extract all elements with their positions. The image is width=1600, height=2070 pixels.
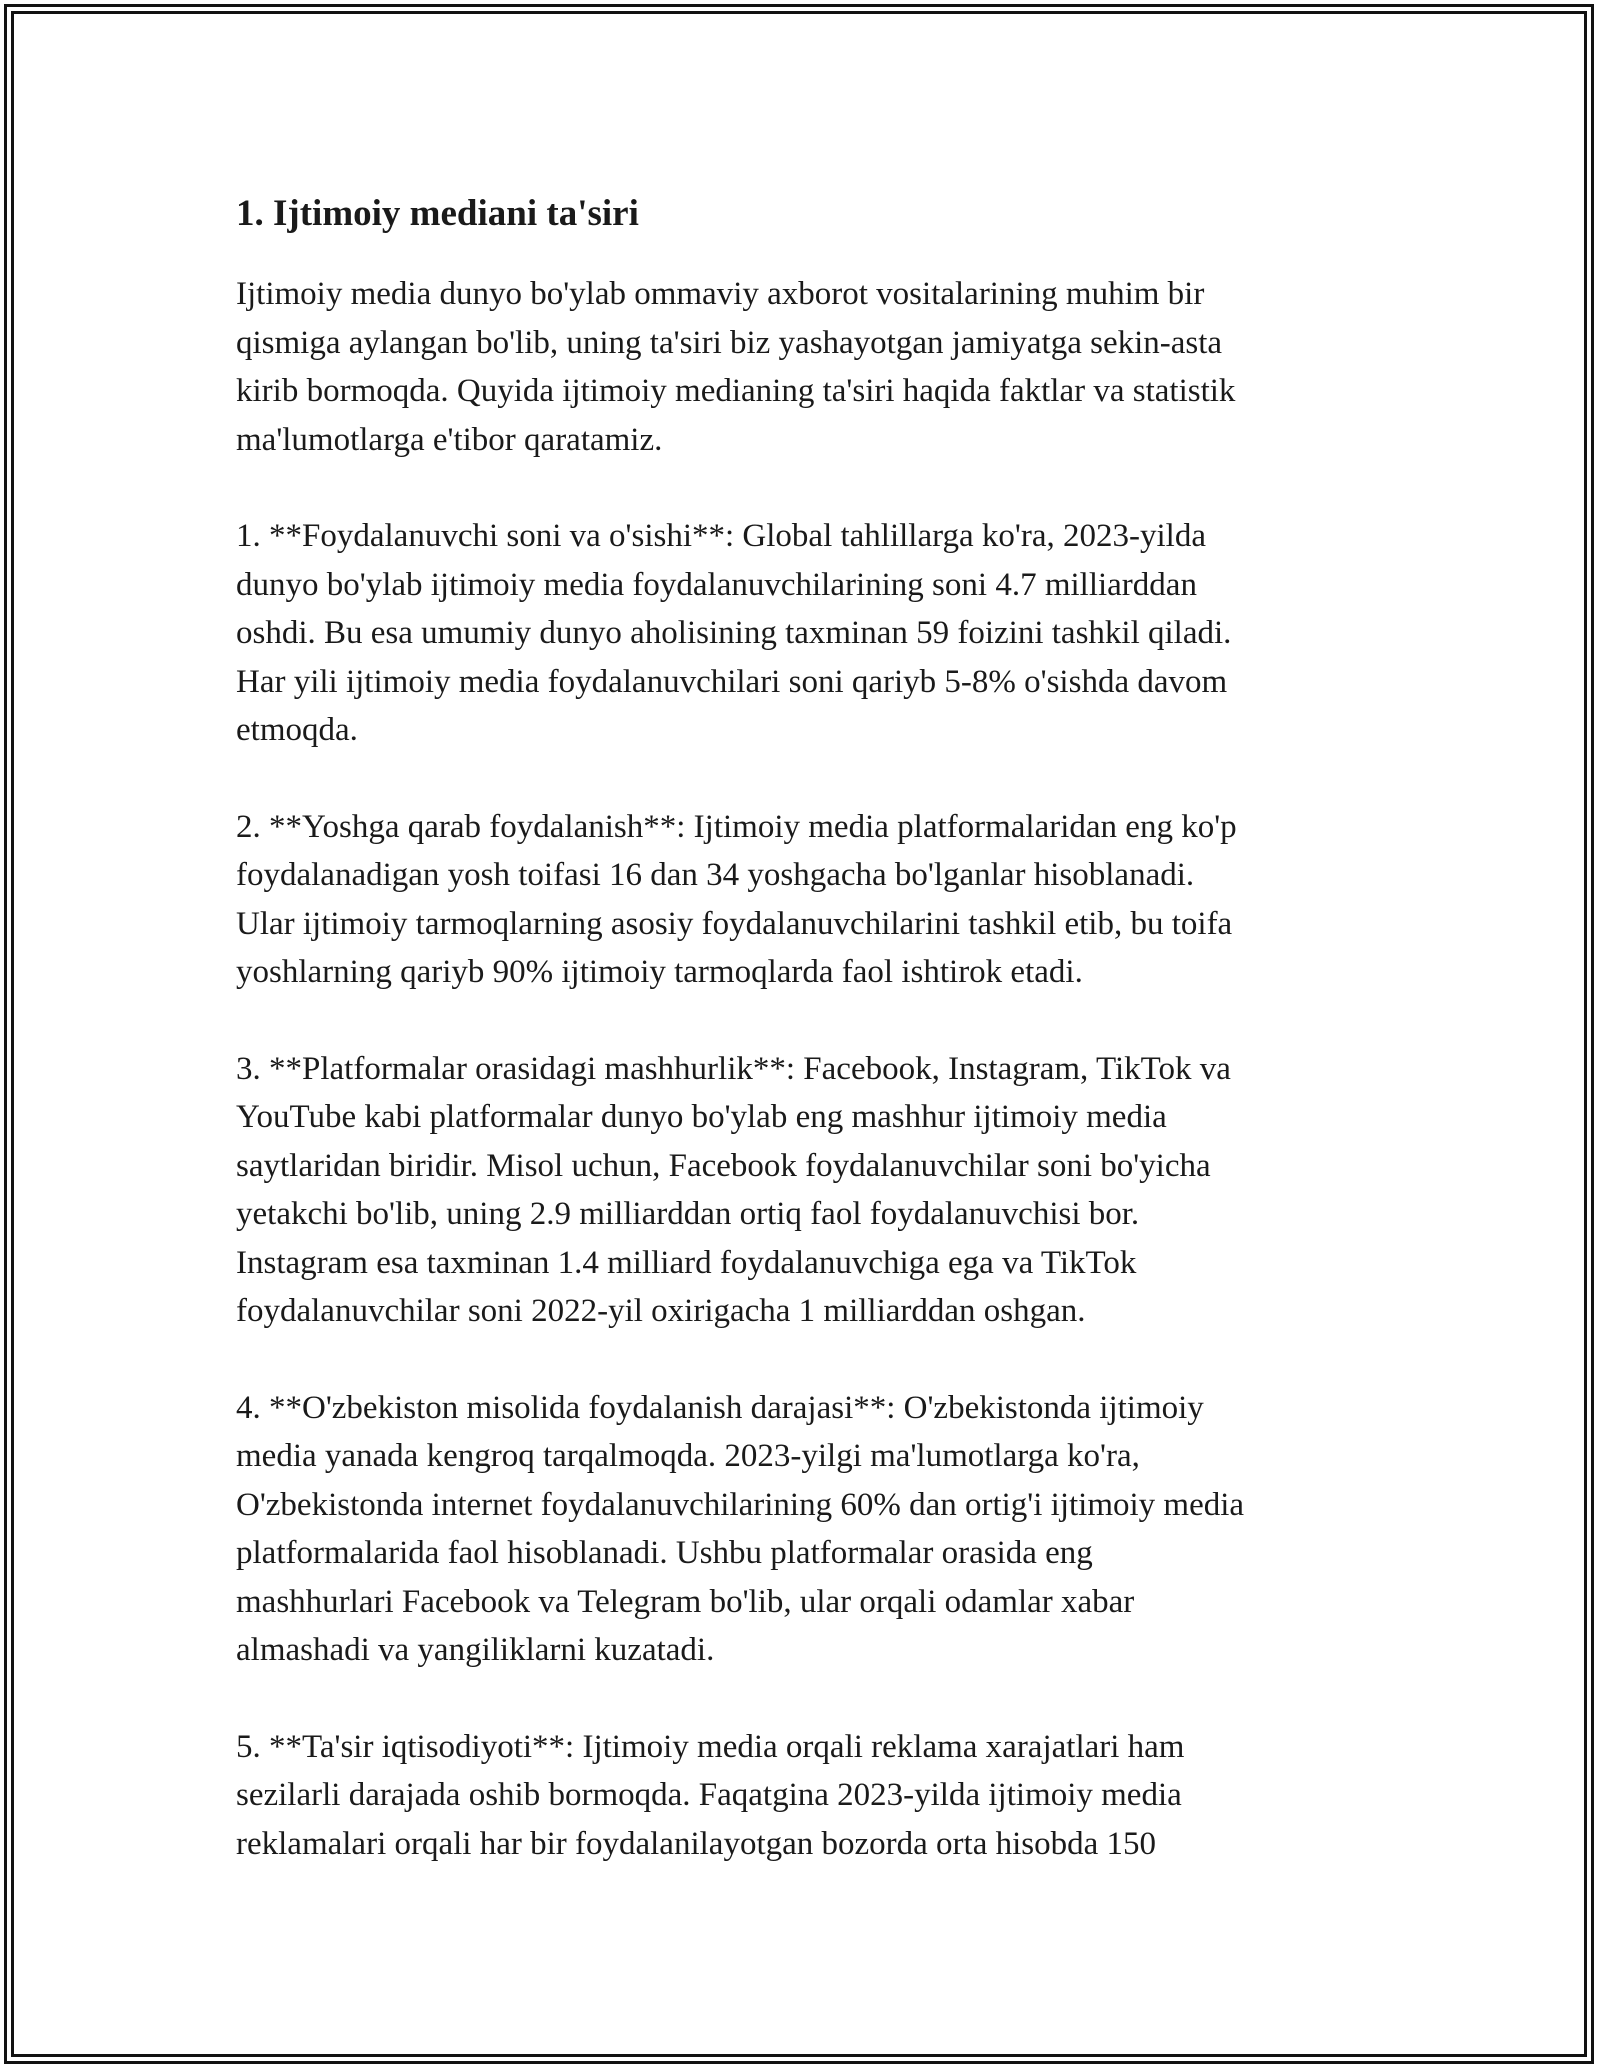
intro-paragraph: Ijtimoiy media dunyo bo'ylab ommaviy axborot vositalarining muhim bir qismiga aylangan bo'lib, uning ta'siri biz yashayotgan jamiyatga sekin-asta kirib bormoqda. Quyida ijtimoiy medianing ta'siri haqida faktlar va statistik ma'lumotlarga e'tibor qaratamiz.	[236, 276, 1236, 458]
paragraph-economy-impact: 5. **Ta'sir iqtisodiyoti**: Ijtimoiy media orqali reklama xarajatlari ham sezilarli darajada oshib bormoqda. Faqatgina 2023-yilda ijtimoiy media reklamalari orqali har bir foydalanilayotgan bozorda orta hisobda 150	[236, 1728, 1185, 1862]
paragraph-user-count: 1. **Foydalanuvchi soni va o'sishi**: Global tahlillarga ko'ra, 2023-yilda dunyo bo'ylab ijtimoiy media foydalanuvchilarining soni 4.7 milliarddan oshdi. Bu esa umumiy dunyo aholisining taxminan 59 foizini tashkil qiladi. Har yili ijtimoiy media foydalanuvchilari soni qariyb 5-8% o'sishda davom etmoqda.	[236, 518, 1232, 748]
document-body	[236, 184, 1366, 1916]
paragraph-uzbekistan-usage: 4. **O'zbekiston misolida foydalanish darajasi**: O'zbekistonda ijtimoiy media yanada kengroq tarqalmoqda. 2023-yilgi ma'lumotlarga ko'ra, O'zbekistonda internet foydalanuvchilarining 60% dan ortig'i ijtimoiy media platformalarida faol hisoblanadi. Ushbu platformalar orasida eng mashhurlari Facebook va Telegram bo'lib, ular orqali odamlar xabar almashadi va yangiliklarni kuzatadi.	[236, 1389, 1245, 1668]
section-heading: 1. Ijtimoiy mediani ta'siri	[236, 193, 639, 234]
paragraph-age-usage: 2. **Yoshga qarab foydalanish**: Ijtimoiy media platformalaridan eng ko'p foydalanadigan yosh toifasi 16 dan 34 yoshgacha bo'lganlar hisoblanadi. Ular ijtimoiy tarmoqlarning asosiy foydalanuvchilarini tashkil etib, bu toifa yoshlarning qariyb 90% ijtimoiy tarmoqlarda faol ishtirok etadi.	[236, 808, 1237, 990]
paragraph-platform-popularity: 3. **Platformalar orasidagi mashhurlik**: Facebook, Instagram, TikTok va YouTube kabi platformalar dunyo bo'ylab eng mashhur ijtimoiy media saytlaridan biridir. Misol uchun, Facebook foydalanuvchilar soni bo'yicha yetakchi bo'lib, uning 2.9 milliarddan ortiq faol foydalanuvchisi bor. Instagram esa taxminan 1.4 milliard foydalanuvchiga ega va TikTok foydalanuvchilar soni 2022-yil oxirigacha 1 milliarddan oshgan.	[236, 1050, 1231, 1329]
